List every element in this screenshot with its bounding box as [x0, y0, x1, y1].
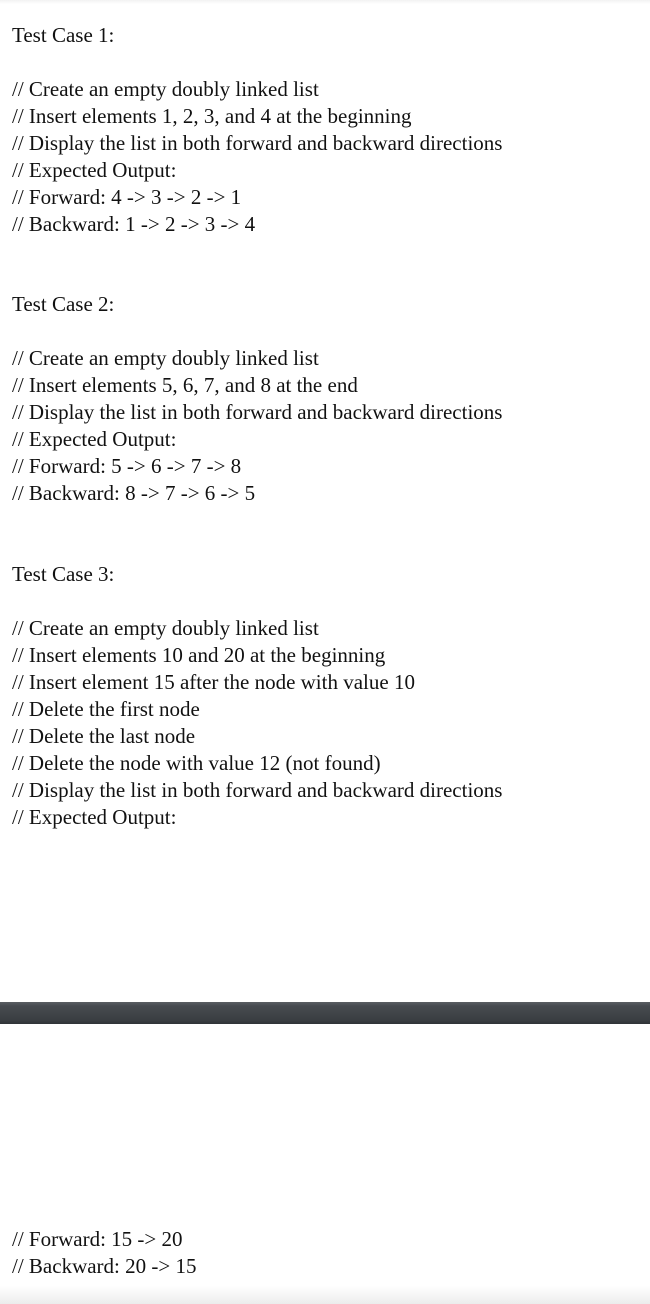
test-case-3 — [12, 561, 642, 831]
test-case-lines — [12, 345, 642, 507]
continued-output — [12, 1226, 642, 1280]
comment-line: // Forward: 15 -> 20 — [12, 1227, 183, 1251]
comment-line: // Backward: 8 -> 7 -> 6 -> 5 — [12, 481, 256, 505]
comment-line: // Expected Output: — [12, 805, 177, 829]
comment-line: // Forward: 4 -> 3 -> 2 -> 1 — [12, 185, 242, 209]
comment-line: // Create an empty doubly linked list — [12, 77, 319, 101]
comment-line: // Delete the first node — [12, 697, 200, 721]
comment-line: // Backward: 20 -> 15 — [12, 1254, 197, 1278]
test-case-1 — [12, 22, 642, 238]
comment-line: // Delete the node with value 12 (not found) — [12, 751, 381, 775]
comment-line: // Display the list in both forward and backward directions — [12, 400, 503, 424]
comment-line: // Display the list in both forward and backward directions — [12, 131, 503, 155]
comment-line: // Forward: 5 -> 6 -> 7 -> 8 — [12, 454, 242, 478]
test-case-title: Test Case 2: — [12, 292, 115, 316]
test-case-title: Test Case 1: — [12, 23, 115, 47]
page-break-divider — [0, 1002, 650, 1024]
comment-line: // Create an empty doubly linked list — [12, 346, 319, 370]
test-case-2 — [12, 291, 642, 507]
comment-line: // Insert element 15 after the node with value 10 — [12, 670, 415, 694]
comment-line: // Insert elements 5, 6, 7, and 8 at the end — [12, 373, 358, 397]
comment-line: // Display the list in both forward and backward directions — [12, 778, 503, 802]
test-case-lines — [12, 76, 642, 238]
comment-line: // Create an empty doubly linked list — [12, 616, 319, 640]
comment-line: // Expected Output: — [12, 427, 177, 451]
test-case-lines — [12, 615, 642, 831]
comment-line: // Backward: 1 -> 2 -> 3 -> 4 — [12, 212, 256, 236]
comment-line: // Insert elements 10 and 20 at the beginning — [12, 643, 386, 667]
test-case-title: Test Case 3: — [12, 562, 115, 586]
comment-line: // Insert elements 1, 2, 3, and 4 at the beginning — [12, 104, 412, 128]
comment-line: // Delete the last node — [12, 724, 196, 748]
comment-line: // Expected Output: — [12, 158, 177, 182]
